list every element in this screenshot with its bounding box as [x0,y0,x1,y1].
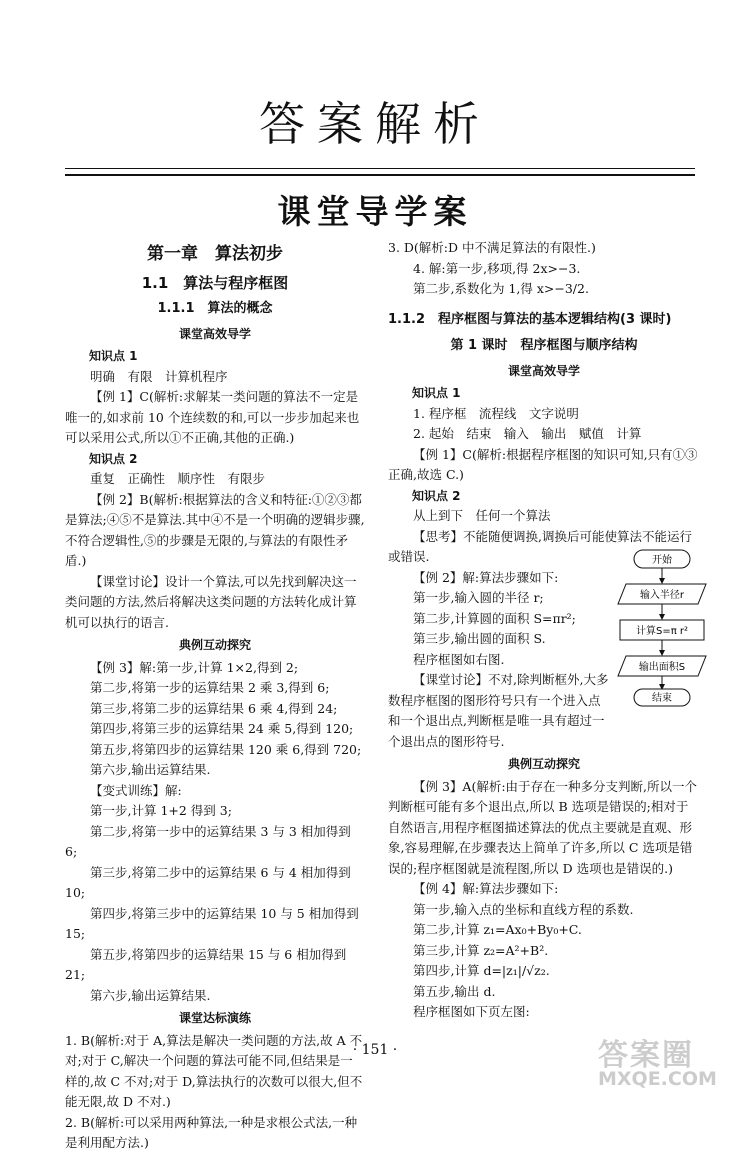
text-line: 第四步,将第三步中的运算结果 10 与 5 相加得到 15; [65,905,359,941]
text-line: 第二步,计算 z₁=Ax₀+By₀+C. [413,922,582,937]
text-line: 第六步,输出运算结果. [90,987,211,1003]
text-line: 知识点 2 [412,488,461,503]
chapter-heading: 第一章 算法初步 [147,244,283,264]
text-line: 【变式训练】解: [90,782,182,798]
text-line: 【课堂讨论】不对,除判断框外,大多数程序框图的图形符号只有一个进入点和一个退出点,判断框是唯一具有超过一个退出点的图形符号. [388,672,609,749]
section-heading: 1.1.2 程序框图与算法的基本逻辑结构(3 课时) [388,311,672,327]
text-line: 知识点 1 [89,349,138,363]
flow-start: 开始 [652,555,672,566]
part-heading: 课堂达标演练 [178,1011,251,1025]
text-line: 第三步,将第二步中的运算结果 6 与 4 相加得到 10; [65,864,351,900]
text-line: 2. 起始 结束 输入 输出 赋值 计算 [413,426,642,441]
text-line: 1. 程序框 流程线 文字说明 [413,405,579,421]
flow-input: 输入半径r [639,590,685,601]
text-line: 明确 有限 计算机程序 [90,368,228,384]
text-line: 第五步,将第四步的运算结果 15 与 6 相加得到 21; [65,946,347,982]
text-line: 第一步,输入点的坐标和直线方程的系数. [413,901,634,917]
text-line: 从上到下 任何一个算法 [413,508,551,523]
section-heading: 1.1 算法与程序框图 [141,273,289,292]
text-line: 第三步,输出圆的面积 S. [413,631,546,646]
flow-output: 输出面积S [638,662,686,673]
text-line: 第二步,将第一步的运算结果 2 乘 3,得到 6; [90,680,330,695]
flow-end: 结束 [652,693,672,704]
text-line: 【例 2】解:算法步骤如下: [413,569,559,585]
text-line: 4. 解:第一步,移项,得 2x>−3. [413,260,581,276]
answer-block [65,658,365,1007]
title-rule-thick [65,174,695,176]
text-line: 【例 1】C(解析:根据程序框图的知识可知,只有①③正确,故选 C.) [388,446,698,482]
text-line: 知识点 1 [412,386,461,400]
text-line: 第五步,输出 d. [413,983,496,999]
text-line: 第四步,计算 d=|z₁|/√z₂. [413,963,550,978]
watermark-logo [598,1030,717,1090]
text-line: 【例 4】解:算法步骤如下: [413,881,559,896]
text-line: 【课堂讨论】设计一个算法,可以先找到解决这一类问题的方法,然后将解决这类问题的方法转化成计算机可以执行的语言. [65,573,357,630]
main-title: 答案解析 [259,97,491,151]
text-line: 第四步,将第三步的运算结果 24 乘 5,得到 120; [90,721,354,736]
answer-block [388,238,700,300]
text-line: 【例 1】C(解析:求解某一类问题的算法不一定是唯一的,如求前 10 个连续数的和,可以一步步加起来也可以采用公式,所以①不正确,其他的正确.) [65,389,360,445]
text-line: 第二步,计算圆的面积 S=πr²; [413,610,576,626]
part-heading: 课堂高效导学 [178,326,251,341]
text-line: 第六步,输出运算结果. [90,762,211,777]
text-line: 知识点 2 [89,451,138,466]
text-line: 【例 2】B(解析:根据算法的含义和特征:①②③都是算法;④⑤不是算法.其中④不是一个明确的逻辑步骤,不符合逻辑性,⑤的步骤是无限的,与算法的有限性矛盾.) [65,491,365,568]
text-line: 第二步,系数化为 1,得 x>−3/2. [413,281,589,296]
text-line: 1. B(解析:对于 A,算法是解决一类问题的方法,故 A 不对;对于 C,解决一个问题的算法可能不同,但结果是一样的,故 C 不对;对于 D,算法执行的次数可以很大,但不能无限,故 D 不对.) [65,1032,363,1109]
flowchart [612,548,712,708]
section-banner: 课堂导学案 [277,192,473,231]
text-line: 2. B(解析:可以采用两种算法,一种是求根公式法,一种是利用配方法.) [65,1114,358,1150]
text-line: 程序框图如右图. [413,651,505,667]
answer-block [388,777,700,1023]
text-line: 第三步,将第二步的运算结果 6 乘 4,得到 24; [90,700,338,716]
watermark-url: MXQE.COM [598,1068,717,1090]
part-heading: 典例互动探究 [178,638,251,652]
watermark-text: 答案圈 [598,1038,694,1073]
left-column [65,238,365,1154]
lesson-heading: 第 1 课时 程序框图与顺序结构 [450,338,638,353]
title-rule-thin [65,168,695,169]
text-line: 3. D(解析:D 中不满足算法的有限性.) [388,240,596,255]
text-line: 程序框图如下页左图: [413,1004,530,1019]
text-line: 【思考】不能随便调换,调换后可能使算法不能运行或错误. [388,528,692,564]
flow-calc: 计算S=π r² [635,626,689,637]
text-line: 第五步,将第四步的运算结果 120 乘 6,得到 720; [90,741,362,757]
page-number: · 151 · [352,1042,398,1058]
text-line: 重复 正确性 顺序性 有限步 [90,471,266,486]
text-line: 第一步,计算 1+2 得到 3; [90,803,232,818]
text-line: 第三步,计算 z₂=A²+B². [413,942,549,958]
answer-block [65,346,365,633]
part-heading: 典例互动探究 [507,757,580,771]
part-heading: 课堂高效导学 [507,363,580,378]
text-line: 第二步,将第一步中的运算结果 3 与 3 相加得到 6; [65,823,351,859]
text-line: 第一步,输入圆的半径 r; [413,590,544,605]
text-line: 【例 3】A(解析:由于存在一种多分支判断,所以一个判断框可能有多个退出点,所以 B 选项是错误的;相对于自然语言,用程序框图描述算法的优点主要就是直观、形象,容易理解,在步骤表达上简单了许多,所以 C 选项是错误的;程序框图就是流程图,所以 D 选项也是错误的.) [388,778,698,876]
subsection-heading: 1.1.1 算法的概念 [157,301,273,316]
text-line: 【例 3】解:第一步,计算 1×2,得到 2; [90,659,299,675]
